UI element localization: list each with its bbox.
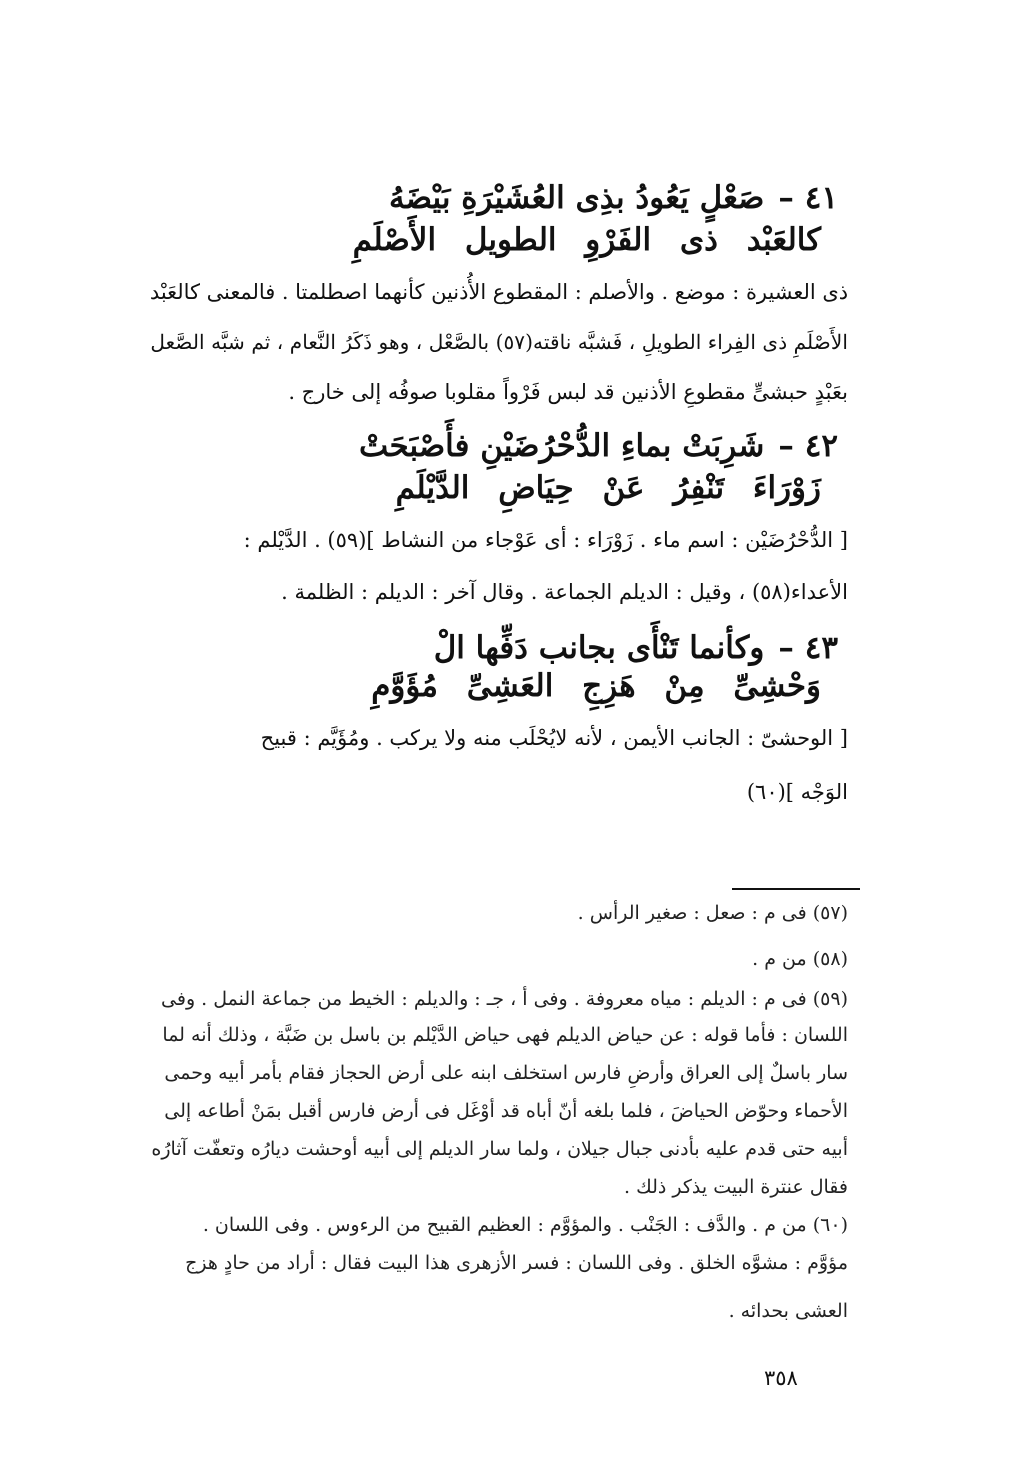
footnote-59-line-3: سار باسلٌ إلى العراق وأرضِ فارس استخلف ابنه على أرض الحجاز فقام بأمر أبيه وحمى [164,1062,848,1084]
footnote-divider [732,888,860,890]
footnote-59-line-5: أبيه حتى قدم عليه بأدنى جبال جيلان ، ولما سار الديلم إلى أبيه أوحشت ديارُه وتعفّت آثارُه [151,1138,848,1160]
verse-41-first-hemistich [389,180,838,217]
verse-43-first-hemistich [434,630,838,667]
footnote-59-line-4: الأحماء وحوّض الحياضَ ، فلما بلغه أنّ أباه قد أوْغَل فى أرض فارس أقبل بمَنْ أطاعه إلى [164,1100,848,1122]
footnote-57: (٥٧) فى م : صعل : صغير الرأس . [577,902,848,924]
verse-41-hemistich-1: صَعْلٍ يَعُودُ بذِى العُشَيْرَةِ بَيْضَهُ [389,180,765,216]
verse-41-commentary-line-3: بعَبْدٍ حبشىٍّ مقطوعِ الأذنين قد لبس فَرْواً مقلوبا صوفُه إلى خارج . [288,380,848,404]
verse-42-commentary-line-2: الأعداء(٥٨) ، وقيل : الديلم الجماعة . وقال آخر : الديلم : الظلمة . [281,580,848,604]
verse-41-commentary-line-2: الأَصْلَمِ ذى الفِراء الطويلِ ، فَشبَّه ناقته(٥٧) بالصَّعْل ، وهو ذَكَرُ النَّعام ، ثم شبَّه الصَّعل [150,330,848,354]
verse-42-number: ٤٢ – [778,428,838,464]
verse-43-second-hemistich: وَحْشِىِّ مِنْ هَزِجِ العَشِىِّ مُؤَوَّمِ [371,668,821,704]
verse-41-commentary-line-1: ذى العشيرة : موضع . والأصلم : المقطوع الأُذنين كأنهما اصطلمتا . فالمعنى كالعَبْد [149,280,848,304]
footnote-59-line-6: فقال عنترة البيت يذكر ذلك . [623,1176,848,1198]
verse-43-hemistich-1: وكأنما تَنْأَى بجانب دَفِّها الْ [433,630,765,666]
verse-43-commentary-line-2: الوَجْه ](٦٠) [746,780,848,804]
footnote-59-line-2: اللسان : فأما قوله : عن حياض الديلم فهى حياض الدَّيْلم بن باسل بن ضَبَّة ، وذلك أنه لما [162,1024,848,1046]
verse-42-first-hemistich [359,428,838,465]
page-number: ٣٥٨ [764,1366,798,1390]
verse-43-number: ٤٣ – [778,630,838,666]
verse-43-commentary-line-1: [ الوحشىّ : الجانب الأيمن ، لأنه لايُحْلَب منه ولا يركب . ومُؤَيَّم : قبيح [260,726,848,750]
footnote-59-line-1: (٥٩) فى م : الديلم : مياه معروفة . وفى أ ، جـ : والديلم : الخيط من جماعة النمل . وفى [161,988,848,1010]
footnote-60-line-1: (٦٠) من م . والدَّف : الجَنْب . والمؤوَّم : العظيم القبيح من الرءوس . وفى اللسان . [202,1214,848,1236]
verse-41-number: ٤١ – [778,180,838,216]
verse-42-second-hemistich: زَوْرَاءَ تَنْفِرُ عَنْ حِيَاضِ الدَّيْلَمِ [395,470,821,506]
footnote-60-line-3: العشى بحدائه . [728,1300,848,1322]
verse-42-hemistich-1: شَرِبَتْ بماءِ الدُّحْرُضَيْنِ فأَصْبَحَتْ [359,428,765,464]
verse-42-commentary-line-1: [ الدُّحْرُضَيْن : اسم ماء . زَوْرَاء : أى عَوْجاء من النشاط ](٥٩) . الدَّيْلم : [243,528,848,552]
footnote-60-line-2: مؤوَّم : مشوَّه الخلق . وفى اللسان : فسر الأزهرى هذا البيت فقال : أراد من حادٍ هزج [185,1252,848,1274]
verse-41-second-hemistich: كالعَبْد ذى الفَرْوِ الطويل الأَصْلَمِ [352,222,821,258]
footnote-58: (٥٨) من م . [752,948,848,970]
